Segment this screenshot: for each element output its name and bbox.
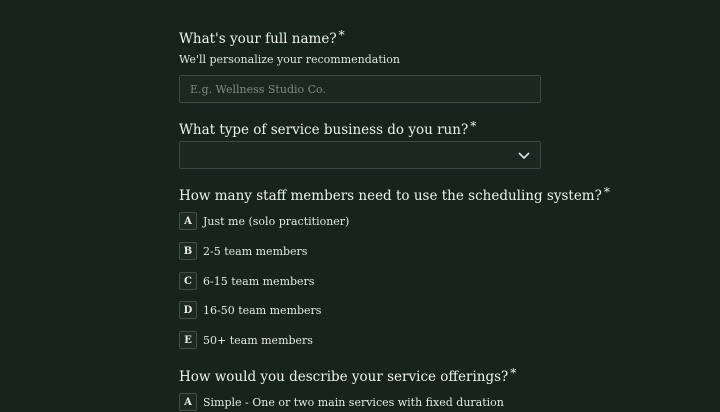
staff-option-a[interactable]: [179, 211, 349, 231]
chevron-down-icon: [518, 150, 530, 160]
question-staff-count-label: [179, 185, 610, 204]
option-label: Simple - One or two main services with fixed duration: [203, 395, 504, 409]
question-text: How would you describe your service offerings?: [179, 369, 509, 385]
option-key: A: [179, 393, 197, 411]
staff-option-e[interactable]: [179, 330, 313, 350]
offerings-option-a[interactable]: [179, 392, 504, 412]
required-asterisk: *: [510, 366, 517, 380]
option-key: D: [179, 301, 197, 319]
question-text: What type of service business do you run?: [179, 122, 469, 138]
question-business-type-label: [179, 119, 476, 138]
option-label: 2-5 team members: [203, 244, 308, 258]
business-type-select[interactable]: [179, 141, 541, 169]
required-asterisk: *: [338, 28, 345, 42]
staff-option-d[interactable]: [179, 300, 321, 320]
staff-option-c[interactable]: [179, 271, 314, 291]
option-label: Just me (solo practitioner): [203, 214, 350, 228]
option-label: 50+ team members: [203, 333, 313, 347]
required-asterisk: *: [603, 185, 610, 199]
option-key: C: [179, 272, 197, 290]
question-service-offerings-label: [179, 366, 516, 385]
question-text: What's your full name?: [179, 31, 337, 47]
option-key: E: [179, 331, 197, 349]
option-label: 6-15 team members: [203, 274, 315, 288]
question-full-name-hint: We'll personalize your recommendation: [179, 53, 400, 66]
full-name-input[interactable]: [179, 75, 541, 103]
option-key: B: [179, 242, 197, 260]
question-full-name-label: [179, 28, 345, 47]
question-text: How many staff members need to use the scheduling system?: [179, 188, 602, 204]
required-asterisk: *: [470, 119, 477, 133]
staff-option-b[interactable]: [179, 241, 307, 261]
option-label: 16-50 team members: [203, 303, 322, 317]
option-key: A: [179, 212, 197, 230]
